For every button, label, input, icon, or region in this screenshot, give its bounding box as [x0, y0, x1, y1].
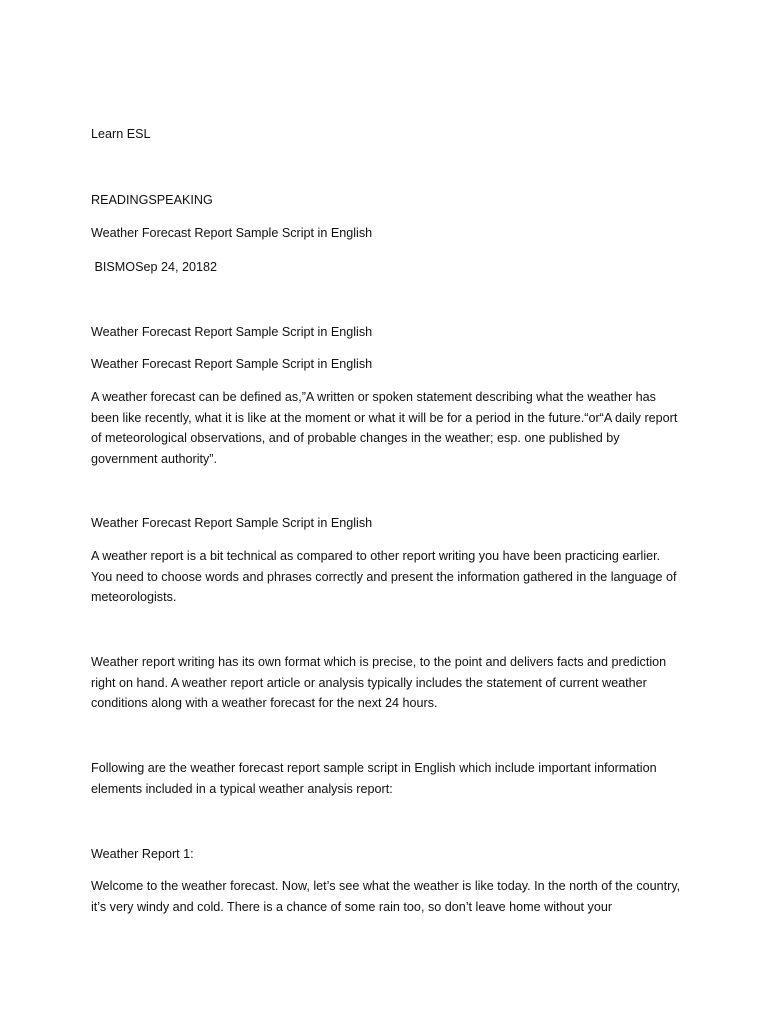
weather-report-heading: Weather Report 1: — [91, 847, 194, 861]
paragraph-technical: A weather report is a bit technical as compared to other report writing you have been practicing earlier. You need to choose words and phrases correctly and present the information gathered in the language of meteorologists. — [91, 549, 677, 604]
paragraph-report-1: Welcome to the weather forecast. Now, let’s see what the weather is like today. In the north of the country, it’s very windy and cold. There is a chance of some rain too, so don’t leave home without your — [91, 879, 681, 914]
section-heading-2: Weather Forecast Report Sample Script in English — [91, 357, 373, 371]
category-labels: READINGSPEAKING — [91, 193, 213, 207]
section-heading-3: Weather Forecast Report Sample Script in English — [91, 516, 373, 530]
paragraph-following: Following are the weather forecast report sample script in English which include important information elements included in a typical weather analysis report: — [91, 761, 657, 796]
article-byline: BISMOSep 24, 20182 — [91, 260, 218, 274]
section-heading-1: Weather Forecast Report Sample Script in English — [91, 325, 373, 339]
paragraph-format: Weather report writing has its own format which is precise, to the point and delivers facts and prediction right on hand. A weather report article or analysis typically includes the statement of current weather conditions along with a weather forecast for the next 24 hours. — [91, 655, 667, 710]
paragraph-definition: A weather forecast can be defined as,”A written or spoken statement describing what the weather has been like recently, what it is like at the moment or what it will be for a period in the future.“or“A daily report of meteorological observations, and of probable changes in the weather; esp. one published by government authority”. — [91, 390, 678, 466]
article-title: Weather Forecast Report Sample Script in English — [91, 226, 373, 240]
site-name: Learn ESL — [91, 127, 151, 141]
